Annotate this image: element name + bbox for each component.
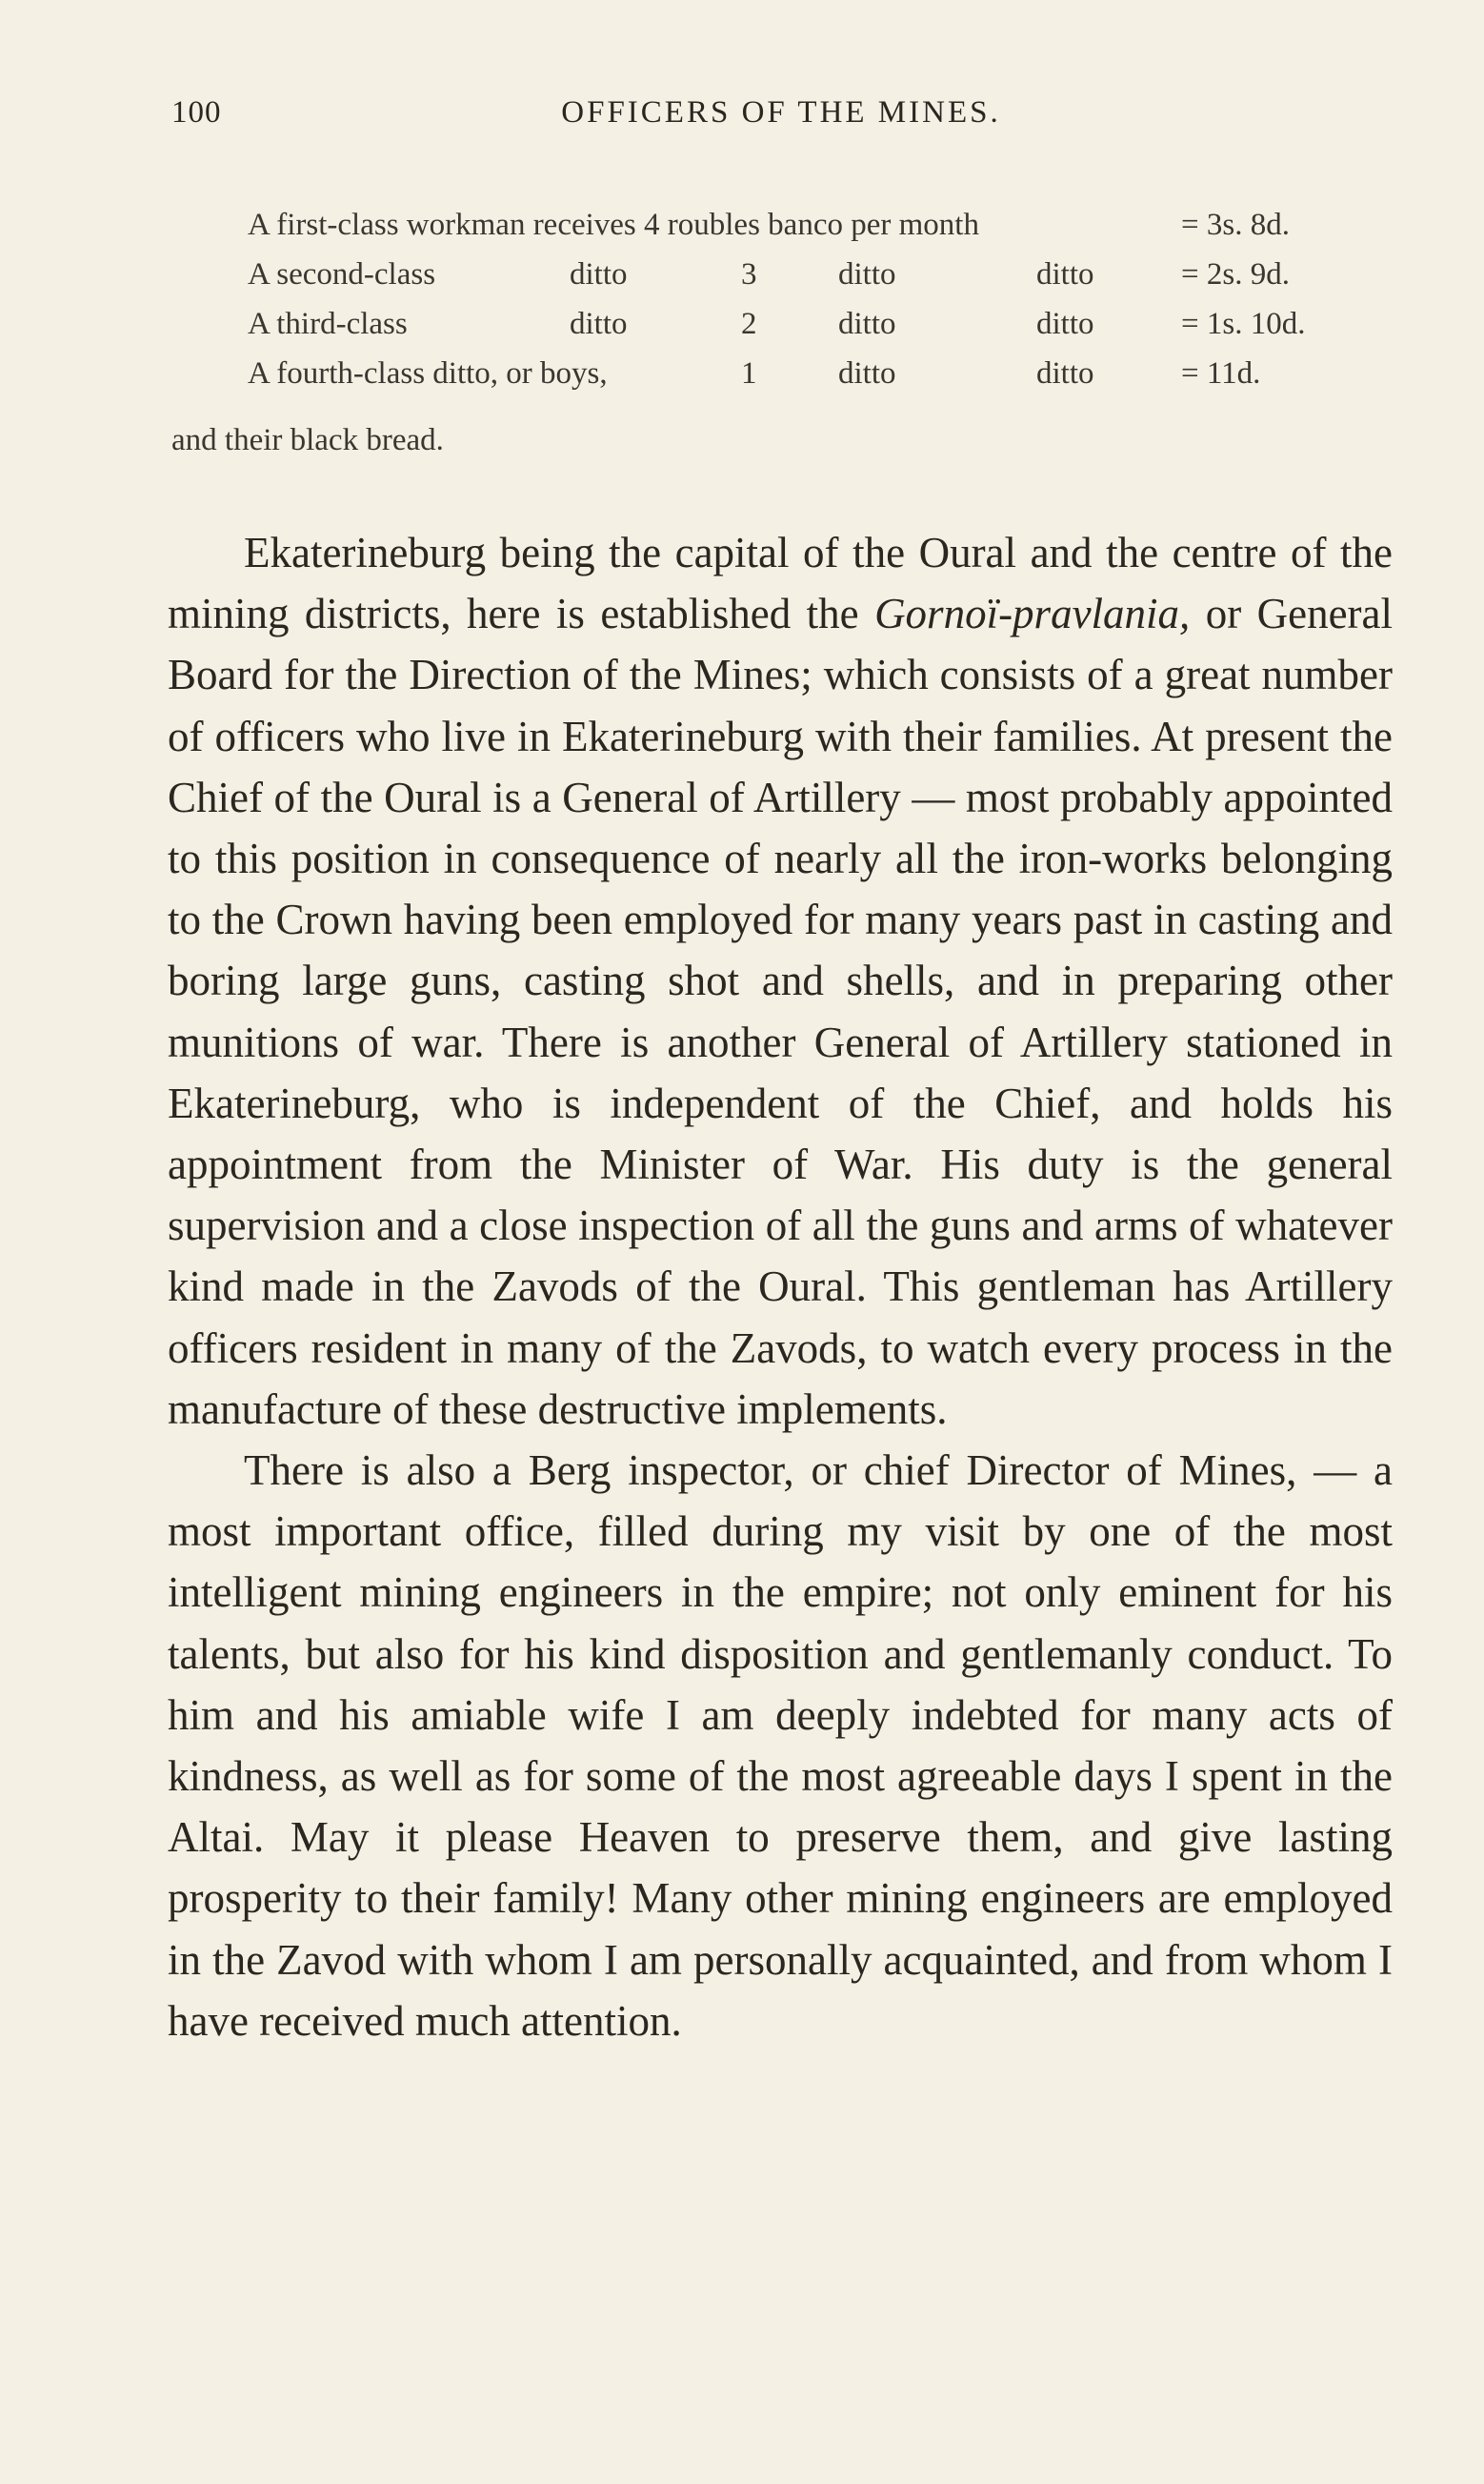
- paragraph-text: Ekaterineburg being the capital of the Oural and the centre of the mining districts, here is established the: [168, 529, 1393, 638]
- wage-amount: = 11d.: [1181, 356, 1261, 391]
- wage-ditto: ditto: [570, 307, 628, 341]
- wage-ditto: ditto: [838, 257, 896, 292]
- wage-ditto: ditto: [838, 356, 896, 391]
- wage-ditto: ditto: [1036, 257, 1094, 292]
- wage-row: [171, 208, 1391, 257]
- wages-tail: and their black bread.: [171, 423, 444, 457]
- wages-table: [171, 208, 1391, 406]
- page-number: 100: [171, 95, 222, 130]
- wage-roubles: 1: [741, 356, 757, 391]
- wage-amount: = 1s. 10d.: [1181, 307, 1306, 341]
- body-text: [168, 522, 1393, 2051]
- wage-ditto: ditto: [570, 257, 628, 292]
- page-header: [171, 95, 1391, 152]
- wage-row: [171, 356, 1391, 406]
- paragraph: [168, 522, 1393, 1440]
- wage-amount: = 2s. 9d.: [1181, 257, 1290, 292]
- wage-roubles: 2: [741, 307, 757, 341]
- running-head: OFFICERS OF THE MINES.: [561, 95, 1001, 130]
- wage-roubles: 3: [741, 257, 757, 292]
- wage-row: [171, 257, 1391, 307]
- wage-ditto: ditto: [1036, 307, 1094, 341]
- wage-class: A fourth-class ditto, or boys,: [248, 356, 608, 391]
- wage-class: A second-class: [248, 257, 436, 292]
- wage-amount: = 3s. 8d.: [1181, 208, 1290, 242]
- wage-class: A third-class: [248, 307, 408, 341]
- wage-class: A first-class workman receives 4 roubles banco per month: [248, 208, 979, 242]
- paragraph: There is also a Berg inspector, or chief Director of Mines, — a most important office, filled during my visit by one of the most intelligent mining engineers in the empire; not only eminent for his talents, but also for his kind disposition and gentlemanly conduct. To him and his amiable wife I am deeply indebted for many acts of kindness, as well as for some of the most agreeable days I spent in the Altai. May it please Heaven to preserve them, and give lasting prosperity to their family! Many other mining engineers are employed in the Zavod with whom I am personally acquainted, and from whom I have received much attention.: [168, 1446, 1393, 2045]
- wage-row: [171, 307, 1391, 356]
- wage-ditto: ditto: [1036, 356, 1094, 391]
- paragraph-text: or General Board for the Direction of the Mines; which consists of a great number of officers who live in Ekaterineburg with their families. At present the Chief of the Oural is a General of Artillery — most probably appointed to this position in consequence of nearly all the iron-works belonging to the Crown having been employed for many years past in casting and boring large guns, casting shot and shells, and in preparing other munitions of war. There is another General of Artillery stationed in Ekaterineburg, who is independent of the Chief, and holds his appointment from the Minister of War. His duty is the general supervision and a close inspection of all the guns and arms of whatever kind made in the Zavods of the Oural. This gentleman has Artillery officers resident in many of the Zavods, to watch every process in the manufacture of these destructive implements.: [168, 590, 1394, 1433]
- italic-term: Gornoï-pravlania,: [874, 590, 1191, 638]
- wage-ditto: ditto: [838, 307, 896, 341]
